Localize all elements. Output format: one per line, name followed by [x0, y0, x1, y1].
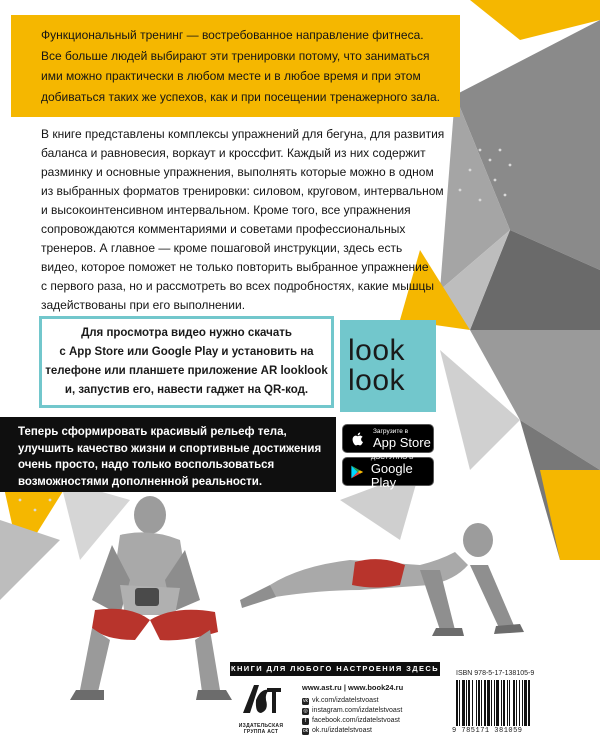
publisher-label: ИЗДАТЕЛЬСКАЯ ГРУППА АСТ [238, 723, 284, 735]
social-link-text: facebook.com/izdatelstvoast [312, 717, 400, 724]
social-link-vk[interactable] [302, 696, 402, 706]
publisher-logo [232, 680, 290, 740]
publisher-slogan: КНИГИ ДЛЯ ЛЮБОГО НАСТРОЕНИЯ ЗДЕСЬ [230, 662, 440, 676]
app-store-caption: Загрузите в [373, 427, 409, 435]
intro-line: Все больше людей выбирают эти тренировки потому, что заниматься [41, 48, 430, 63]
social-link-text: instagram.com/izdatelstvoast [312, 707, 403, 714]
instagram-icon: ◎ [303, 707, 308, 714]
social-link-text: ok.ru/izdatelstvoast [312, 727, 372, 734]
description-line: задействованы при его выполнении. [41, 298, 246, 312]
promo-line: Теперь сформировать красивый рельеф тела, [18, 426, 287, 438]
description-line: тренеров. А главное — кроме пошаговой инструкции, здесь есть [41, 241, 403, 255]
description-line: с первого раза, но и рассмотреть во всех подробностях, какие мышцы [41, 279, 434, 293]
isbn-number: ISBN 978-5-17-138105-9 [456, 670, 535, 677]
description-line: баланса и равновесия, воркаут и кроссфит. Каждый из них содержит [41, 146, 426, 160]
ast-logo-mark [239, 680, 283, 716]
description-line: разминку и основные упражнения, выполнять которые можно в одном [41, 165, 434, 179]
description-line: и высокоинтенсивном интервальном. Кроме того, все упражнения [41, 203, 411, 217]
app-store-label: App Store [373, 434, 431, 450]
google-play-icon [349, 463, 365, 481]
description-line: В книге представлены комплексы упражнений для бегуна, для развития [41, 127, 445, 141]
social-link-facebook[interactable] [302, 716, 402, 726]
website-link-ast[interactable]: www.ast.ru [302, 683, 342, 692]
description-line: видео, которое поможет не только повторить выбранное упражнение [41, 260, 429, 274]
app-store-badge[interactable] [342, 424, 434, 453]
ar-instructions-box [39, 316, 334, 408]
promo-line: очень просто, надо только воспользоваться [18, 459, 275, 471]
intro-line: ими можно практически в любом месте и в любое время и при этом [41, 69, 421, 83]
ar-instruction-line: с App Store или Google Play и установить на [59, 346, 314, 358]
intro-text-block [11, 15, 460, 117]
odnoklassniki-icon: ok [302, 727, 309, 734]
description-line: из выбранных форматов тренировки: силовом, круговом, интервальном [41, 184, 444, 198]
description-text-block [41, 125, 461, 315]
link-separator: | [341, 683, 349, 692]
looklook-logo-line1: look [348, 334, 406, 367]
social-links [302, 696, 402, 736]
ar-instruction-line: Для просмотра видео нужно скачать [81, 327, 292, 339]
vk-icon: vk [303, 697, 308, 704]
promo-line: улучшить качество жизни и спортивные достижения [18, 442, 322, 455]
google-play-badge[interactable] [342, 453, 434, 490]
social-link-instagram[interactable] [302, 706, 402, 716]
social-link-text: vk.com/izdatelstvoast [312, 697, 379, 704]
website-link-book24[interactable]: www.book24.ru [348, 683, 404, 692]
facebook-icon: f [302, 718, 309, 725]
ar-instruction-line: телефоне или планшете приложение AR looklook [45, 365, 328, 377]
pushup-athlete-illustration [240, 523, 524, 636]
looklook-logo [340, 320, 436, 412]
description-line: сопровождаются комментариями и советами профессиональных [41, 222, 406, 236]
intro-line: добиваться таких же успехов, как и при посещении тренажерного зала. [41, 89, 440, 104]
intro-line: Функциональный тренинг — востребованное направление фитнеса. [41, 28, 424, 42]
google-play-caption: ДОСТУПНО В [370, 453, 414, 461]
ar-promo-box [0, 417, 336, 492]
barcode [452, 680, 562, 728]
promo-line: возможностями дополненной реальности. [18, 475, 263, 488]
barcode-digits: 9 785171 381059 [452, 727, 523, 735]
web-links [302, 683, 403, 692]
ar-instruction-line: и, запустив его, навести гаджет на QR-код. [64, 384, 309, 396]
google-play-label: Google Play [370, 460, 413, 490]
apple-icon [349, 430, 367, 448]
looklook-logo-line2: look [348, 364, 406, 397]
social-link-odnoklassniki[interactable] [302, 726, 402, 736]
